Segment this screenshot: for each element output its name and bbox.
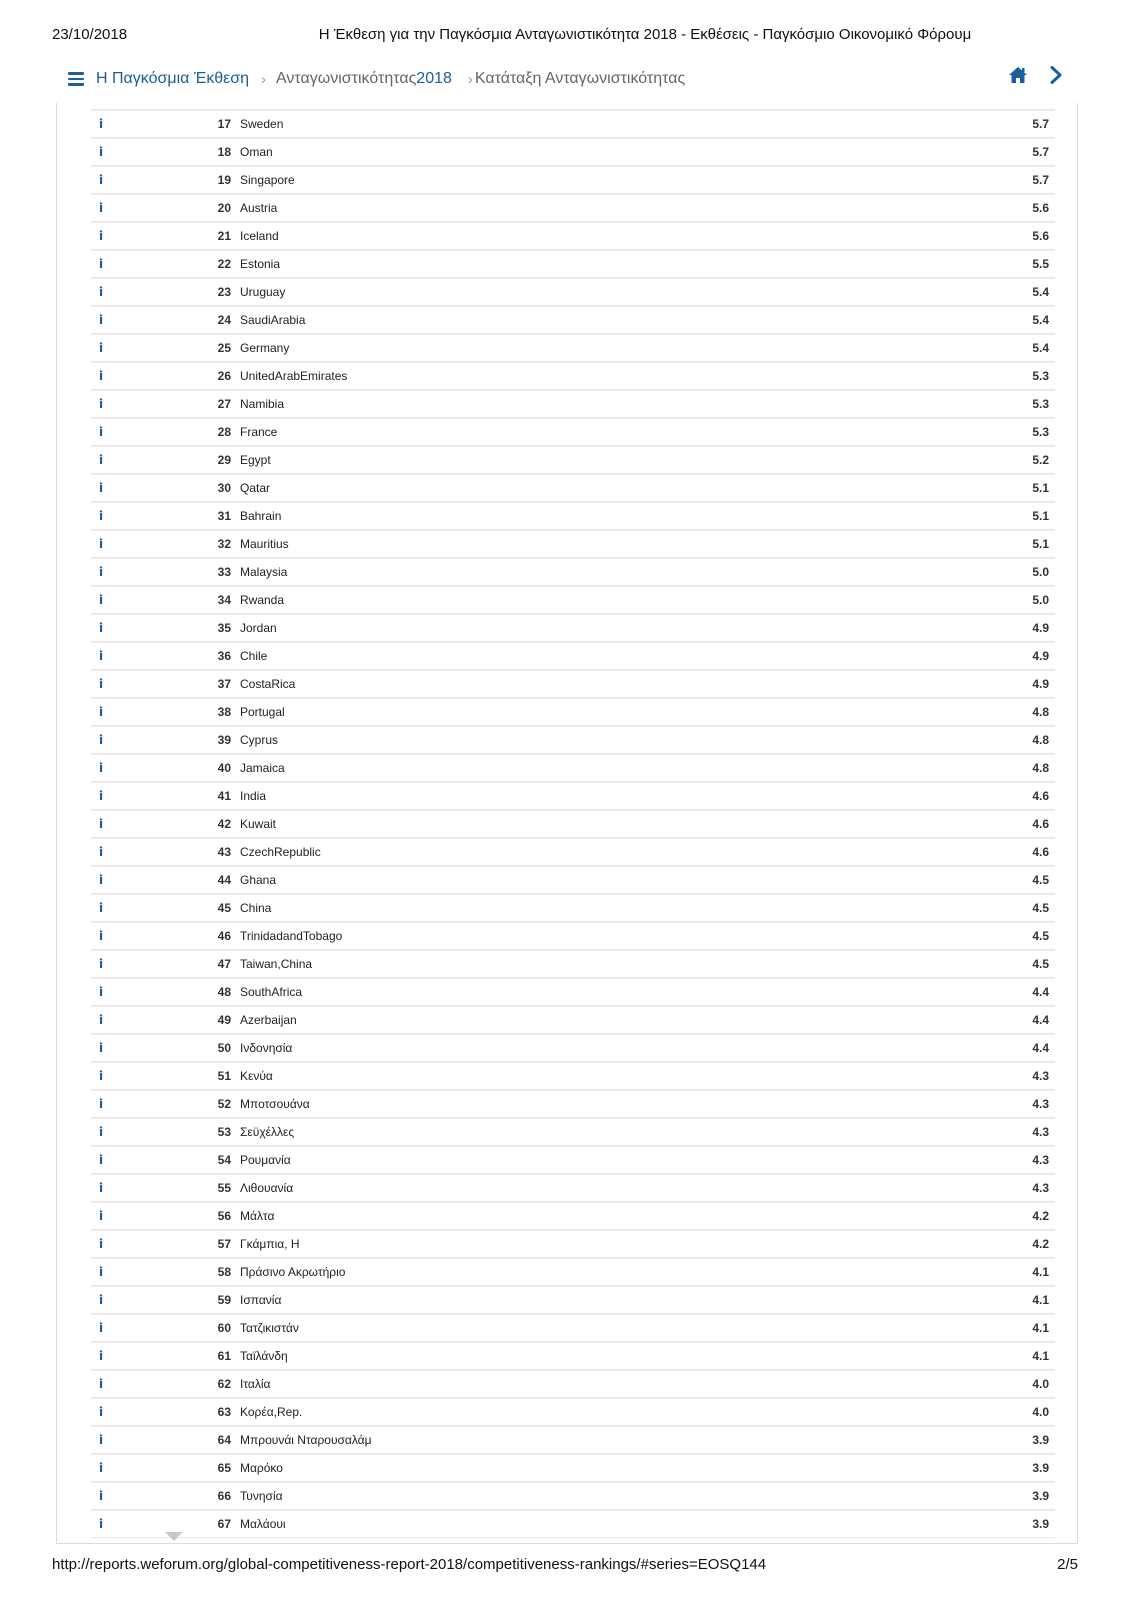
info-icon[interactable]: i [98,1097,104,1111]
score-cell: 5.3 [1032,425,1049,439]
score-cell: 4.2 [1032,1237,1049,1251]
table-row [91,950,1055,978]
score-cell: 4.6 [1032,817,1049,831]
score-cell: 4.8 [1032,705,1049,719]
score-cell: 5.1 [1032,537,1049,551]
country-cell: Jordan [240,621,277,635]
breadcrumb-competitiveness-2018[interactable] [276,70,452,88]
country-cell: Πράσινο Ακρωτήριο [240,1265,346,1279]
country-cell: Σεϋχέλλες [240,1125,295,1139]
score-cell: 3.9 [1032,1461,1049,1475]
table-row [91,698,1055,726]
rank-cell: 32 [217,537,231,551]
info-icon[interactable]: i [98,453,104,467]
table-row [91,810,1055,838]
table-row [91,1034,1055,1062]
score-cell: 4.3 [1032,1125,1049,1139]
table-row [91,1146,1055,1174]
score-cell: 4.5 [1032,929,1049,943]
info-icon[interactable]: i [98,733,104,747]
score-cell: 4.0 [1032,1377,1049,1391]
score-cell: 3.9 [1032,1517,1049,1531]
info-icon[interactable]: i [98,1517,104,1531]
country-cell: Iceland [240,229,279,243]
score-cell: 4.3 [1032,1181,1049,1195]
score-cell: 4.1 [1032,1321,1049,1335]
rank-cell: 59 [217,1293,231,1307]
country-cell: Μαλάουι [240,1517,286,1531]
score-cell: 4.3 [1032,1097,1049,1111]
score-cell: 5.2 [1032,453,1049,467]
rank-cell: 57 [217,1237,231,1251]
rank-cell: 37 [217,677,231,691]
rank-cell: 65 [217,1461,231,1475]
table-row [91,726,1055,754]
info-icon[interactable]: i [98,173,104,187]
table-row [91,1174,1055,1202]
score-cell: 4.0 [1032,1405,1049,1419]
info-icon[interactable]: i [98,1461,104,1475]
print-page-title: Η Έκθεση για την Παγκόσμια Ανταγωνιστικότητα 2018 - Εκθέσεις - Παγκόσμιο Οικονομικό Φόρουμ [318,26,972,43]
info-icon[interactable]: i [98,537,104,551]
info-icon[interactable]: i [98,593,104,607]
rankings-table [91,103,1055,1538]
table-row [91,642,1055,670]
rank-cell: 18 [217,145,231,159]
breadcrumb-separator-icon: › [261,70,267,88]
info-icon[interactable]: i [98,929,104,943]
breadcrumb-global-report[interactable]: Η Παγκόσμια Έκθεση [96,70,250,87]
table-row [91,1062,1055,1090]
score-cell: 5.1 [1032,481,1049,495]
table-row [91,1370,1055,1398]
info-icon[interactable]: i [98,985,104,999]
country-cell: Μάλτα [240,1209,275,1223]
rank-cell: 64 [217,1433,231,1447]
country-cell: Ινδονησία [240,1041,293,1055]
breadcrumb-nav [68,64,1062,94]
table-row [91,530,1055,558]
table-row [91,1426,1055,1454]
score-cell: 4.1 [1032,1265,1049,1279]
table-row [91,418,1055,446]
country-cell: Singapore [240,173,295,187]
rank-cell: 22 [217,257,231,271]
table-row [91,250,1055,278]
rank-cell: 21 [217,229,231,243]
score-cell: 5.3 [1032,369,1049,383]
info-icon[interactable]: i [98,1405,104,1419]
country-cell: Cyprus [240,733,279,747]
score-cell: 4.5 [1032,957,1049,971]
print-date: 23/10/2018 [52,26,128,43]
rank-cell: 39 [217,733,231,747]
rank-cell: 42 [217,817,231,831]
score-cell: 5.7 [1032,173,1049,187]
country-cell: Ισπανία [240,1293,282,1307]
info-icon[interactable]: i [98,509,104,523]
table-row [91,138,1055,166]
country-cell: Malaysia [240,565,288,579]
table-row [91,334,1055,362]
info-icon[interactable]: i [98,677,104,691]
info-icon[interactable]: i [98,957,104,971]
breadcrumb-year: 2018 [416,70,452,87]
table-row [91,362,1055,390]
info-icon[interactable]: i [98,1489,104,1503]
table-row [91,894,1055,922]
table-row [91,558,1055,586]
country-cell: CostaRica [240,677,296,691]
table-row [91,1314,1055,1342]
country-cell: Taiwan,China [240,957,313,971]
score-cell: 4.1 [1032,1349,1049,1363]
table-row [91,474,1055,502]
country-cell: Τατζικιστάν [240,1321,299,1335]
info-icon[interactable]: i [98,565,104,579]
score-cell: 4.9 [1032,677,1049,691]
score-cell: 4.5 [1032,901,1049,915]
breadcrumb-competitiveness-rankings: Κατάταξη Ανταγωνιστικότητας [474,70,686,87]
info-icon[interactable]: i [98,481,104,495]
country-cell: Λιθουανία [240,1181,294,1195]
rank-cell: 26 [217,369,231,383]
rank-cell: 19 [217,173,231,187]
rank-cell: 56 [217,1209,231,1223]
rank-cell: 23 [217,285,231,299]
rankings-panel [56,103,1078,1544]
rank-cell: 31 [217,509,231,523]
info-icon[interactable]: i [98,1125,104,1139]
info-icon[interactable]: i [98,369,104,383]
print-footer [52,1556,1078,1576]
table-row [91,1286,1055,1314]
rank-cell: 51 [217,1069,231,1083]
country-cell: Μποτσουάνα [240,1097,310,1111]
rank-cell: 34 [217,593,231,607]
country-cell: Μαρόκο [240,1461,283,1475]
info-icon[interactable]: i [98,1013,104,1027]
country-cell: UnitedArabEmirates [240,369,348,383]
scroll-down-icon[interactable] [165,1532,183,1541]
score-cell: 3.9 [1032,1433,1049,1447]
score-cell: 4.9 [1032,649,1049,663]
rank-cell: 28 [217,425,231,439]
info-icon[interactable]: i [98,285,104,299]
info-icon[interactable]: i [98,397,104,411]
info-icon[interactable]: i [98,1153,104,1167]
country-cell: SaudiArabia [240,313,306,327]
table-row [91,1006,1055,1034]
country-cell: Rwanda [240,593,285,607]
country-cell: Germany [240,341,290,355]
table-row [91,754,1055,782]
country-cell: Estonia [240,257,281,271]
rank-cell: 50 [217,1041,231,1055]
table-row [91,1342,1055,1370]
info-icon[interactable]: i [98,229,104,243]
table-row [91,978,1055,1006]
rank-cell: 58 [217,1265,231,1279]
rank-cell: 62 [217,1377,231,1391]
rank-cell: 67 [217,1517,231,1531]
hamburger-menu-icon[interactable] [68,72,84,86]
nav-actions [1008,66,1062,84]
rank-cell: 45 [217,901,231,915]
country-cell: India [240,789,267,803]
rank-cell: 25 [217,341,231,355]
info-icon[interactable]: i [98,117,104,131]
country-cell: Uruguay [240,285,286,299]
score-cell: 4.3 [1032,1153,1049,1167]
table-row [91,1090,1055,1118]
info-icon[interactable]: i [98,1321,104,1335]
country-cell: Sweden [240,117,284,131]
rank-cell: 36 [217,649,231,663]
score-cell: 5.0 [1032,565,1049,579]
score-cell: 5.7 [1032,117,1049,131]
score-cell: 5.3 [1032,397,1049,411]
score-cell: 4.6 [1032,789,1049,803]
table-row [91,306,1055,334]
info-icon[interactable]: i [98,425,104,439]
table-row [91,194,1055,222]
rank-cell: 49 [217,1013,231,1027]
info-icon[interactable]: i [98,1293,104,1307]
rank-cell: 55 [217,1181,231,1195]
info-icon[interactable]: i [98,1433,104,1447]
rank-cell: 24 [217,313,231,327]
print-page-number: 2/5 [1057,1556,1078,1573]
table-row [91,866,1055,894]
rank-cell: 38 [217,705,231,719]
rank-cell: 40 [217,761,231,775]
breadcrumb-separator-icon: › [467,70,473,88]
country-cell: Ιταλία [240,1377,271,1391]
info-icon[interactable]: i [98,621,104,635]
table-row [91,222,1055,250]
rank-cell: 20 [217,201,231,215]
score-cell: 4.8 [1032,761,1049,775]
country-cell: Τυνησία [240,1489,283,1503]
score-cell: 4.6 [1032,845,1049,859]
country-cell: Ρουμανία [240,1153,291,1167]
country-cell: Μπρουνάι Νταρουσαλάμ [240,1433,372,1447]
rank-cell: 60 [217,1321,231,1335]
table-row [91,446,1055,474]
country-cell: Namibia [240,397,285,411]
table-row [91,166,1055,194]
table-row [91,110,1055,138]
info-icon[interactable]: i [98,705,104,719]
rank-cell: 29 [217,453,231,467]
table-row [91,1482,1055,1510]
country-cell: TrinidadandTobago [240,929,343,943]
info-icon[interactable]: i [98,1237,104,1251]
country-cell: Κενύα [240,1069,273,1083]
table-row [91,502,1055,530]
info-icon[interactable]: i [98,1041,104,1055]
rank-cell: 17 [217,117,231,131]
rank-cell: 66 [217,1489,231,1503]
rank-cell: 30 [217,481,231,495]
info-icon[interactable]: i [98,1209,104,1223]
info-icon[interactable]: i [98,341,104,355]
rank-cell: 63 [217,1405,231,1419]
info-icon[interactable]: i [98,1265,104,1279]
table-row [91,1454,1055,1482]
country-cell: Chile [240,649,268,663]
rank-cell: 48 [217,985,231,999]
country-cell: Mauritius [240,537,289,551]
score-cell: 5.0 [1032,593,1049,607]
info-icon[interactable]: i [98,761,104,775]
country-cell: Bahrain [240,509,282,523]
table-row [91,922,1055,950]
country-cell: Qatar [240,481,271,495]
score-cell: 4.9 [1032,621,1049,635]
info-icon[interactable]: i [98,313,104,327]
table-row [91,670,1055,698]
country-cell: China [240,901,272,915]
score-cell: 5.4 [1032,341,1049,355]
score-cell: 5.7 [1032,145,1049,159]
score-cell: 5.4 [1032,285,1049,299]
print-url: http://reports.weforum.org/global-competitiveness-report-2018/competitiveness-rankings/#series=EOSQ144 [52,1556,767,1573]
country-cell: France [240,425,278,439]
rank-cell: 54 [217,1153,231,1167]
score-cell: 4.4 [1032,1013,1049,1027]
info-icon[interactable]: i [98,845,104,859]
country-cell: SouthAfrica [240,985,303,999]
info-icon[interactable]: i [98,901,104,915]
info-icon[interactable]: i [98,1377,104,1391]
breadcrumb-competitiveness-label: Ανταγωνιστικότητας [276,70,417,87]
table-row [91,1398,1055,1426]
score-cell: 4.4 [1032,1041,1049,1055]
home-icon[interactable] [1008,66,1028,84]
info-icon[interactable]: i [98,789,104,803]
info-icon[interactable]: i [98,201,104,215]
rank-cell: 41 [217,789,231,803]
rank-cell: 53 [217,1125,231,1139]
score-cell: 4.2 [1032,1209,1049,1223]
country-cell: Kuwait [240,817,277,831]
country-cell: Κορέα,Rep. [240,1405,303,1419]
country-cell: Ταϊλάνδη [240,1349,288,1363]
country-cell: Portugal [240,705,285,719]
country-cell: Γκάμπια, Η [240,1237,300,1251]
country-cell: Oman [240,145,273,159]
table-row [91,782,1055,810]
score-cell: 4.4 [1032,985,1049,999]
rank-cell: 47 [217,957,231,971]
country-cell: Ghana [240,873,277,887]
info-icon[interactable]: i [98,873,104,887]
table-row [91,1258,1055,1286]
rank-cell: 61 [217,1349,231,1363]
score-cell: 4.5 [1032,873,1049,887]
rank-cell: 44 [217,873,231,887]
country-cell: CzechRepublic [240,845,321,859]
info-icon[interactable]: i [98,817,104,831]
table-row [91,278,1055,306]
score-cell: 3.9 [1032,1489,1049,1503]
table-row [91,390,1055,418]
table-row [91,1202,1055,1230]
table-row [91,838,1055,866]
info-icon[interactable]: i [98,1181,104,1195]
info-icon[interactable]: i [98,257,104,271]
score-cell: 5.5 [1032,257,1049,271]
info-icon[interactable]: i [98,145,104,159]
rank-cell: 33 [217,565,231,579]
info-icon[interactable]: i [98,1349,104,1363]
rank-cell: 43 [217,845,231,859]
table-row [91,1510,1055,1538]
score-cell: 5.6 [1032,229,1049,243]
table-row-partial [91,103,1055,110]
chevron-right-icon[interactable] [1050,66,1062,84]
score-cell: 5.1 [1032,509,1049,523]
score-cell: 5.4 [1032,313,1049,327]
info-icon[interactable]: i [98,1069,104,1083]
country-cell: Jamaica [240,761,285,775]
print-header [52,26,1078,46]
rank-cell: 46 [217,929,231,943]
table-row [91,586,1055,614]
score-cell: 4.8 [1032,733,1049,747]
country-cell: Austria [240,201,278,215]
country-cell: Egypt [240,453,271,467]
table-row [91,1230,1055,1258]
rank-cell: 52 [217,1097,231,1111]
score-cell: 4.3 [1032,1069,1049,1083]
rank-cell: 35 [217,621,231,635]
score-cell: 5.6 [1032,201,1049,215]
table-row [91,1118,1055,1146]
rank-cell: 27 [217,397,231,411]
score-cell: 4.1 [1032,1293,1049,1307]
country-cell: Azerbaijan [240,1013,297,1027]
table-row [91,614,1055,642]
info-icon[interactable]: i [98,649,104,663]
